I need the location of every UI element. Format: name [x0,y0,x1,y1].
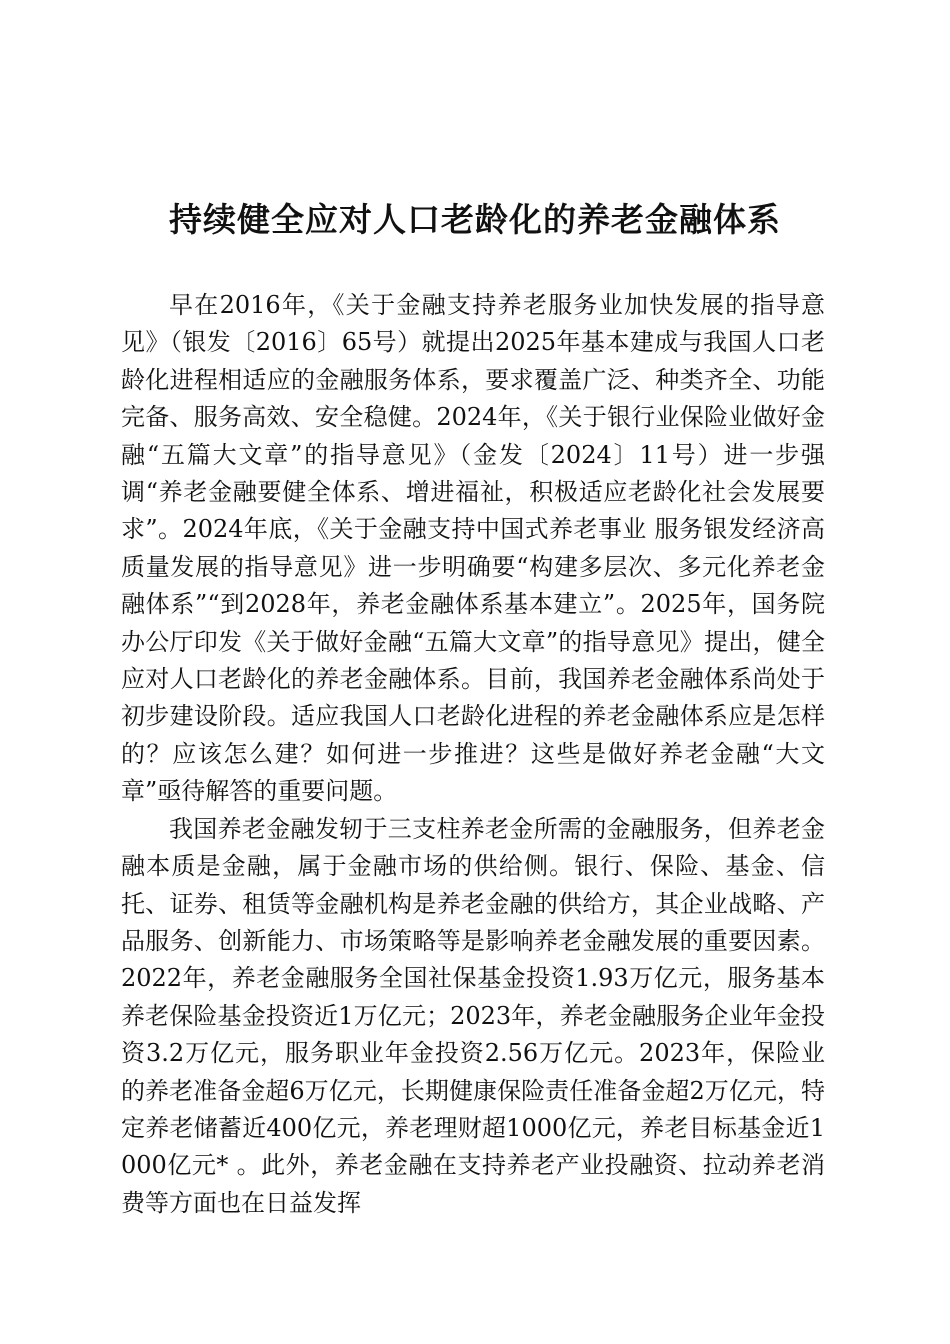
page-title: 持续健全应对人口老龄化的养老金融体系 [169,200,781,239]
document-body [121,287,825,1222]
paragraph-2: 我国养老金融发轫于三支柱养老金所需的金融服务，但养老金融本质是金融，属于金融市场的供给侧。银行、保险、基金、信托、证券、租赁等金融机构是养老金融的供给方，其企业战略、产品服务、创新能力、市场策略等是影响养老金融发展的重要因素。2022年，养老金融服务全国社保基金投资1.93万亿元，服务基本养老保险基金投资近1万亿元；2023年，养老金融服务企业年金投资3.2万亿元，服务职业年金投资2.56万亿元。2023年，保险业的养老准备金超6万亿元，长期健康保险责任准备金超2万亿元，特定养老储蓄近400亿元，养老理财超1000亿元，养老目标基金近1000亿元* 。此外，养老金融在支持养老产业投融资、拉动养老消费等方面也在日益发挥 [121,814,825,1217]
paragraph-1: 早在2016年，《关于金融支持养老服务业加快发展的指导意见》（银发〔2016〕65号）就提出2025年基本建成与我国人口老龄化进程相适应的金融服务体系，要求覆盖广泛、种类齐全、功能完备、服务高效、安全稳健。2024年，《关于银行业保险业做好金融“五篇大文章”的指导意见》（金发〔2024〕11号）进一步强调“养老金融要健全体系、增进福祉，积极适应老龄化社会发展要求”。2024年底，《关于金融支持中国式养老事业 服务银发经济高质量发展的指导意见》进一步明确要“构建多层次、多元化养老金融体系”“到2028年，养老金融体系基本建立”。2025年，国务院办公厅印发《关于做好金融“五篇大文章”的指导意见》提出，健全应对人口老龄化的养老金融体系。目前，我国养老金融体系尚处于初步建设阶段。适应我国人口老龄化进程的养老金融体系应是怎样的？应该怎么建？如何进一步推进？这些是做好养老金融“大文章”亟待解答的重要问题。 [121,291,825,806]
